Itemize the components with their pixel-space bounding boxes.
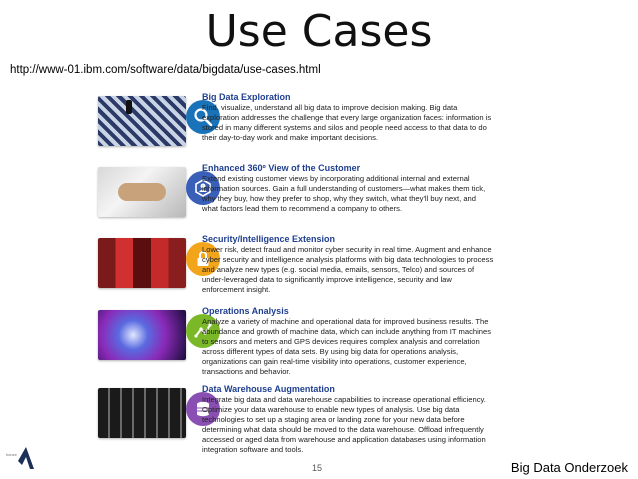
use-case-customer-view <box>98 163 498 233</box>
source-url[interactable]: http://www-01.ibm.com/software/data/bigdata/use-cases.html <box>10 64 321 76</box>
use-case-operations <box>98 306 498 376</box>
use-case-security <box>98 234 498 304</box>
logo-mark-icon <box>6 443 46 473</box>
handshake-thumbnail <box>98 167 186 217</box>
server-rack-thumbnail <box>98 388 186 438</box>
use-case-description: Integrate big data and data warehouse capabilities to increase operational efficiency. Optimize your data warehouse to enable new types of analysis. Use big data technologies to set up a staging area or landing zone for your new data before determining what data should be moved to the data warehouse. Offload infrequently accessed or aged data from warehouse and application databases using information integration software and tools. <box>202 395 486 454</box>
use-case-heading: Security/Intelligence Extension <box>202 234 336 244</box>
use-case-heading: Big Data Exploration <box>202 92 291 102</box>
slide-title: Use Cases <box>205 6 433 57</box>
use-case-description: Find, visualize, understand all big data to improve decision making. Big data exploration addresses the challenge that every large organization faces: information is stored in many different systems and silos and people need access to that data to do their day-to-day work and make important decisions. <box>202 103 492 142</box>
hanze-logo <box>6 443 46 473</box>
maze-thumbnail <box>98 96 186 146</box>
footer-title: Big Data Onderzoek <box>510 460 628 475</box>
use-case-heading: Enhanced 360º View of the Customer <box>202 163 361 173</box>
use-case-description: Extend existing customer views by incorporating additional internal and external information sources. Gain a full understanding of customers—what makes them tick, why they buy, how they prefer to shop, why they switch, what they'll buy next, and what factors lead them to recommend a company to others. <box>202 174 486 213</box>
use-case-description: Analyze a variety of machine and operational data for improved business results. The abundance and growth of machine data, which can include anything from IT machines to sensors and meters and GPS devices requires complex analysis and correlation across different types of data sets. By using big data for operations analysis, organizations can gain real-time visibility into operations, customer experience, transactions and behavior. <box>202 317 492 376</box>
use-case-heading: Operations Analysis <box>202 306 289 316</box>
use-case-big-data-exploration <box>98 92 498 162</box>
page-number: 15 <box>312 463 323 473</box>
use-case-description: Lower risk, detect fraud and monitor cyber security in real time. Augment and enhance cyber security and intelligence analysis platforms with big data technologies to process and analyze new types (e.g. social media, emails, sensors, Telco) and sources of under-leveraged data to significantly improve intelligence, security and law enforcement insight. <box>202 245 494 294</box>
padlocks-thumbnail <box>98 238 186 288</box>
use-case-data-warehouse <box>98 384 498 454</box>
use-case-heading: Data Warehouse Augmentation <box>202 384 335 394</box>
fiber-optics-thumbnail <box>98 310 186 360</box>
logo-label: hanze <box>6 452 17 457</box>
